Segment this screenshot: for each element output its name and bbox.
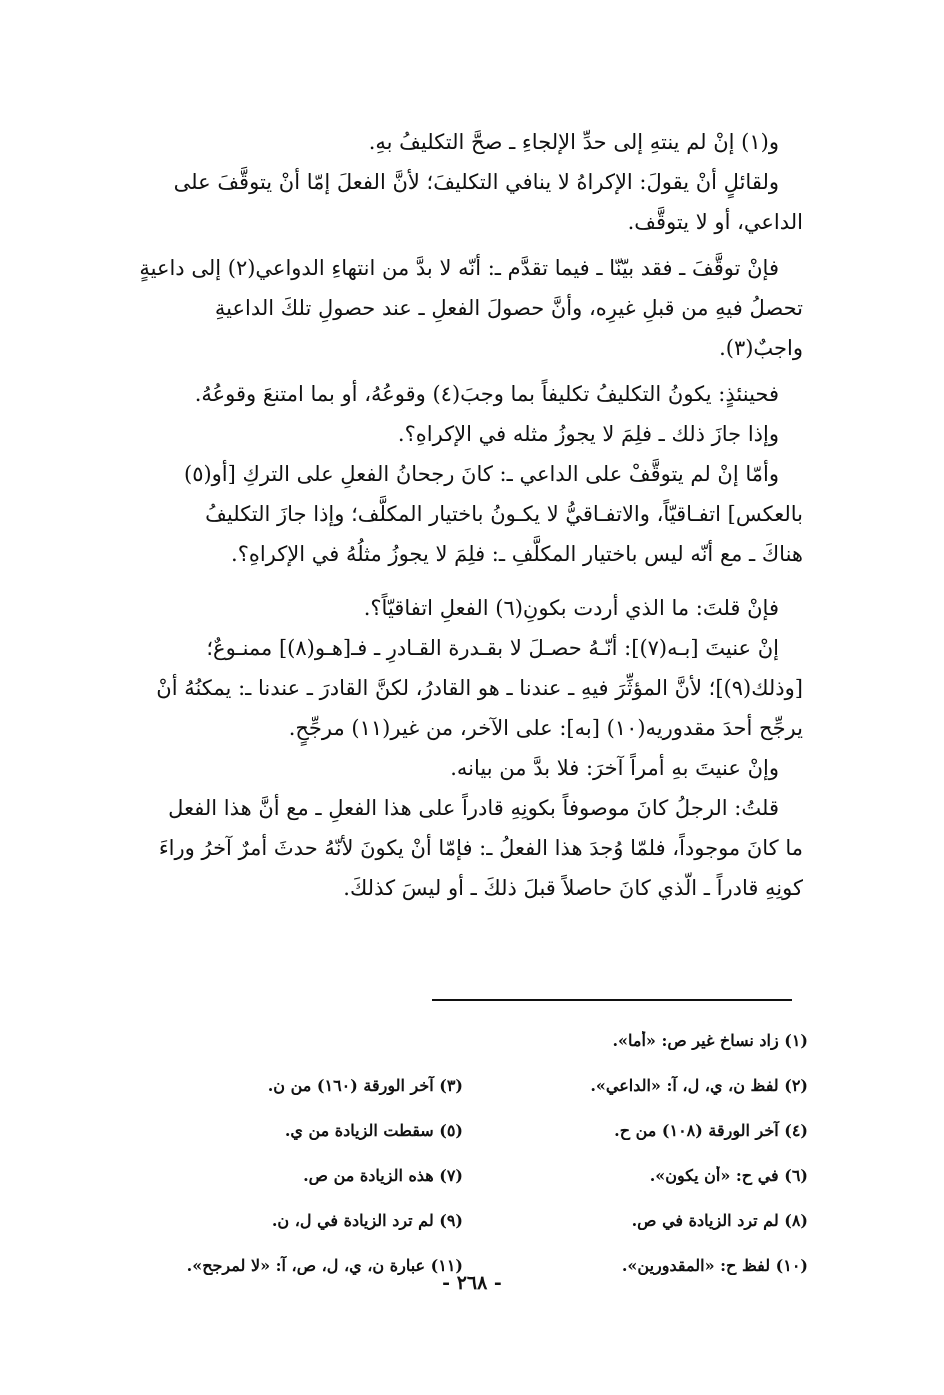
footnote-row: [118, 1153, 808, 1198]
text-line: إنْ عنيتَ [بـه(٧)]: أنّـهُ حصـلَ لا بقـدرة القـادرِ ـ فـ[هـو(٨)] ممنـوعٌ؛: [206, 636, 779, 660]
footnote-row: [118, 1063, 808, 1108]
text-line: يرجِّح أحدَ مقدوريه(١٠) [به]: على الآخر، من غير(١١) مرجِّحٍ.: [288, 716, 803, 740]
text-line: وأمّا إنْ لم يتوقَّفْ على الداعي ـ: كانَ رجحانُ الفعلِ على التركِ [أو(٥): [183, 462, 779, 486]
footnote: (١) زاد نساخ غير ص: «أما».: [612, 1031, 808, 1050]
text-line: فإنْ قلتَ: ما الذي أردت بكونِ(٦) الفعلِ اتفاقيّاً؟.: [363, 596, 779, 620]
footnote: (٩) لم ترد الزيادة في ل، ن.: [271, 1211, 463, 1230]
footnote-row: [118, 1018, 808, 1063]
footnotes: [118, 1018, 808, 1288]
footnote: (٥) سقطت الزيادة من ي.: [284, 1121, 463, 1140]
footnote: (٢) لفظ ن، ي، ل، آ: «الداعي».: [590, 1076, 808, 1095]
text-line: وإذا جازَ ذلك ـ فلِمَ لا يجوزُ مثله في الإكراهِ؟.: [397, 422, 779, 446]
text-line: فإنْ توقَّفَ ـ فقد بيّنّا ـ فيما تقدَّم ـ: أنّه لا بدَّ من انتهاءِ الدواعي(٢) إلى داعيةٍ: [139, 256, 779, 280]
text-line: ولقائلٍ أنْ يقولَ: الإكراهُ لا ينافي التكليفَ؛ لأنَّ الفعلَ إمّا أنْ يتوقَّفَ على: [173, 170, 779, 194]
text-line: و(١) إنْ لم ينتهِ إلى حدِّ الإلجاءِ ـ صحَّ التكليفُ بهِ.: [368, 130, 779, 154]
footnote: (٦) في ح: «أن يكون».: [649, 1166, 808, 1185]
footnote: (٤) آخر الورقة (١٠٨) من ح.: [614, 1121, 808, 1140]
footnote: (٨) لم ترد الزيادة في ص.: [631, 1211, 808, 1230]
text-line: [وذلك(٩)]؛ لأنَّ المؤثِّرَ فيهِ ـ عندنا ـ هو القادرُ، لكنَّ القادرَ ـ عندنا ـ: يمكنُهُ أنْ: [156, 676, 803, 700]
footnote: (١١) عبارة ن، ي، ل، ص، آ: «لا لمرجح».: [186, 1256, 463, 1275]
text-line: هناكَ ـ مع أنّه ليس باختيار المكلَّفِ ـ: فلِمَ لا يجوزُ مثلُهُ في الإكراهِ؟.: [231, 542, 803, 566]
text-line: قلتُ: الرجلُ كانَ موصوفاً بكونِهِ قادراً على هذا الفعلِ ـ مع أنَّ هذا الفعل: [168, 796, 779, 820]
footnote: (٣) آخر الورقة (١٦٠) من ن.: [267, 1076, 463, 1095]
text-line: وإنْ عنيتَ بهِ أمراً آخرَ: فلا بدَّ من بيانه.: [450, 756, 779, 780]
main-text: [118, 122, 803, 908]
text-line: تحصلُ فيهِ من قبلِ غيرِه، وأنَّ حصولَ الفعلِ ـ عند حصولِ تلكَ الداعيةِ: [214, 296, 803, 320]
footnote: (٧) هذه الزيادة من ص.: [303, 1166, 463, 1185]
text-line: واجبٌ(٣).: [719, 336, 803, 360]
text-line: فحينئذٍ: يكونُ التكليفُ تكليفاً بما وجبَ(٤) وقوعُهُ، أو بما امتنعَ وقوعُهُ.: [194, 382, 779, 406]
footnote-row: [118, 1198, 808, 1243]
footnote: (١٠) لفظ ح: «المقدورين».: [621, 1256, 808, 1275]
page-number: - ٢٦٨ -: [442, 1272, 502, 1294]
text-line: الداعي، أو لا يتوقَّف.: [627, 210, 803, 234]
footnote-row: [118, 1108, 808, 1153]
text-line: كونِهِ قادراً ـ الّذي كانَ حاصلاً قبلَ ذلكَ ـ أو ليسَ كذلكَ.: [343, 876, 803, 900]
text-line: ما كانَ موجوداً، فلمّا وُجدَ هذا الفعلُ ـ: فإمّا أنْ يكونَ لأنّهُ حدثَ أمرٌ آخرُ وراءَ: [158, 836, 803, 860]
footnote-divider: [432, 999, 792, 1001]
text-line: بالعكس] اتفـاقيّاً، والاتفـاقيُّ لا يكـونُ باختيار المكلَّف؛ وإذا جازَ التكليفُ: [205, 502, 803, 526]
